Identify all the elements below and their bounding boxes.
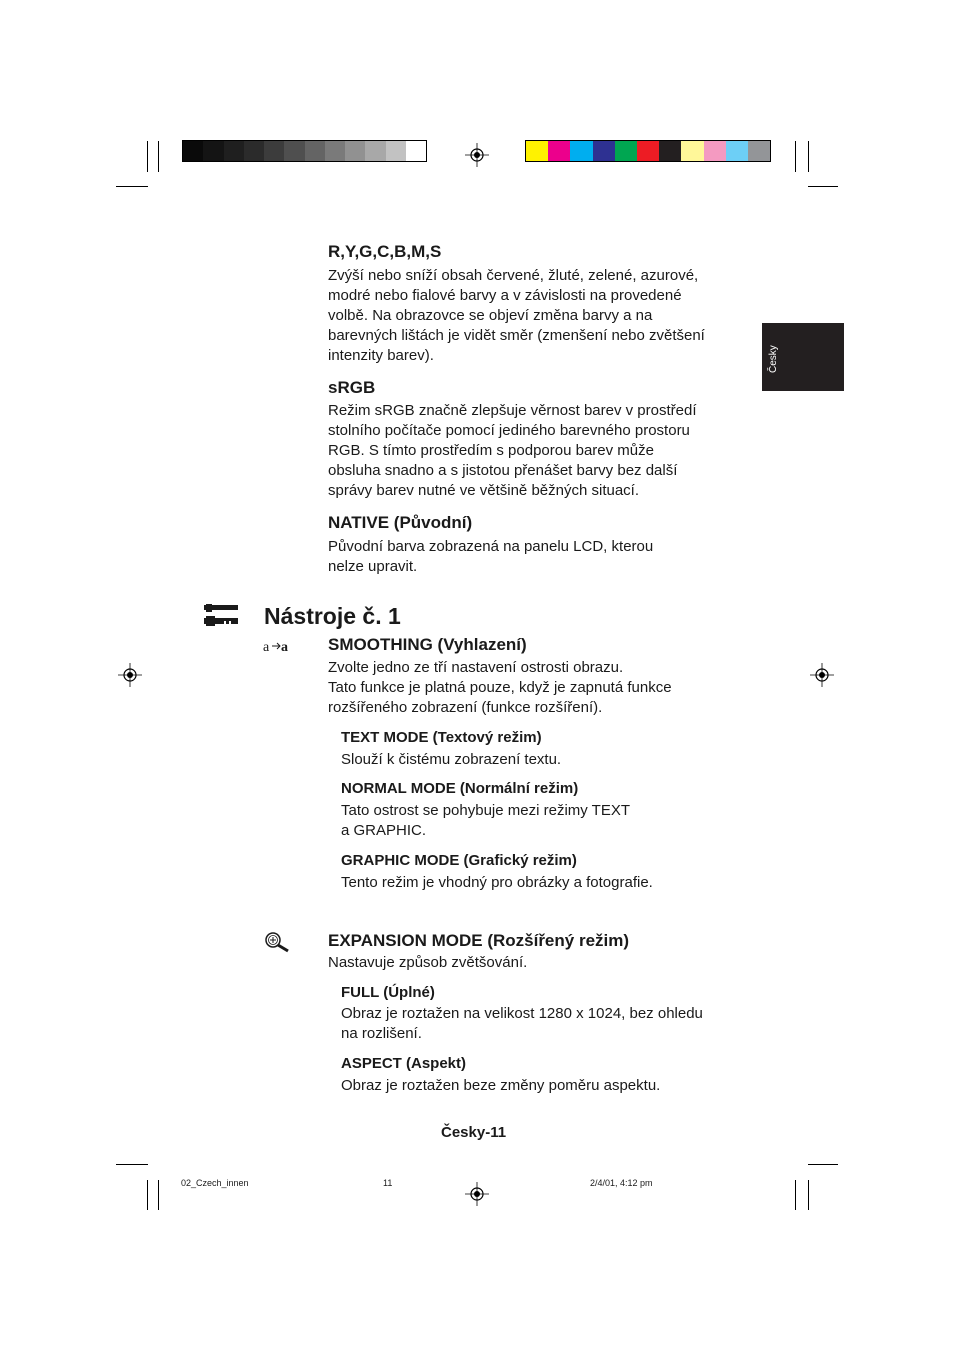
language-tab xyxy=(762,323,844,391)
color-swatch xyxy=(593,141,615,161)
crop-mark xyxy=(808,186,838,187)
text-line: Obraz je roztažen beze změny poměru aspektu. xyxy=(341,1077,661,1094)
crop-mark xyxy=(795,1180,796,1210)
text-line: a GRAPHIC. xyxy=(341,822,427,839)
text-line: RGB. S tímto prostředím s podporou barev může xyxy=(328,442,654,459)
page-number: Česky-11 xyxy=(441,1124,507,1141)
color-swatch xyxy=(548,141,570,161)
expansion-title: EXPANSION MODE (Rozšířený režim) xyxy=(328,931,630,950)
crop-mark xyxy=(158,1180,159,1210)
smoothing-title: SMOOTHING (Vyhlazení) xyxy=(328,635,527,654)
color-calibration-bar xyxy=(525,140,771,162)
text-line: Slouží k čistému zobrazení textu. xyxy=(341,751,562,768)
text-line: Tento režim je vhodný pro obrázky a fotografie. xyxy=(341,874,653,891)
crop-mark xyxy=(158,141,159,172)
text-line: na rozlišení. xyxy=(341,1025,422,1042)
color-swatch xyxy=(681,141,703,161)
text-line: správy barev nutné ve většině běžných situací. xyxy=(328,482,640,499)
mode-body-normal xyxy=(341,801,630,841)
registration-mark-icon xyxy=(465,143,489,167)
section-body-rygcbms xyxy=(328,266,758,366)
footer-date: 2/4/01, 4:12 pm xyxy=(590,1178,653,1188)
section-body-native xyxy=(328,537,758,577)
section-title-native: NATIVE (Původní) xyxy=(328,513,473,532)
crop-mark xyxy=(116,1164,148,1165)
text-line: Režim sRGB značně zlepšuje věrnost barev v prostředí xyxy=(328,402,697,419)
text-line: nelze upravit. xyxy=(328,558,418,575)
crop-mark xyxy=(147,141,148,172)
svg-text:a: a xyxy=(263,640,270,653)
crop-mark xyxy=(795,141,796,172)
gray-swatch xyxy=(183,141,203,161)
text-line: rozšířeného zobrazení (funkce rozšíření). xyxy=(328,699,603,716)
tools-heading: Nástroje č. 1 xyxy=(264,603,401,629)
color-swatch xyxy=(659,141,681,161)
magnifier-icon xyxy=(264,931,290,953)
color-swatch xyxy=(704,141,726,161)
mode-body-aspect xyxy=(341,1076,660,1096)
text-line: Tato funkce je platná pouze, když je zapnutá funkce xyxy=(328,679,672,696)
color-swatch xyxy=(726,141,748,161)
gray-swatch xyxy=(325,141,345,161)
mode-title-graphic: GRAPHIC MODE (Grafický režim) xyxy=(341,852,577,869)
color-swatch xyxy=(570,141,592,161)
section-title-rygcbms: R,Y,G,C,B,M,S xyxy=(328,242,442,261)
text-line: Zvýší nebo sníží obsah červené, žluté, zelené, azurové, xyxy=(328,267,699,284)
gray-swatch xyxy=(386,141,406,161)
mode-body-graphic xyxy=(341,873,653,893)
mode-title-full: FULL (Úplné) xyxy=(341,984,435,1001)
smoothing-icon xyxy=(263,637,291,653)
gray-swatch xyxy=(305,141,325,161)
gray-swatch xyxy=(244,141,264,161)
footer-page: 11 xyxy=(383,1178,393,1188)
gray-swatch xyxy=(345,141,365,161)
text-line: Zvolte jedno ze tří nastavení ostrosti obrazu. xyxy=(328,659,624,676)
gray-swatch xyxy=(406,141,426,161)
footer-filename: 02_Czech_innen xyxy=(181,1178,249,1188)
mode-title-normal: NORMAL MODE (Normální režim) xyxy=(341,780,579,797)
gray-swatch xyxy=(365,141,385,161)
text-line: obsluha snadno a s jistotou přenášet barvy bez další xyxy=(328,462,678,479)
mode-body-full xyxy=(341,1004,761,1044)
text-line: barevných lištách je vidět směr (zmenšení nebo zvětšení xyxy=(328,327,705,344)
mode-body-text xyxy=(341,750,561,770)
registration-mark-icon xyxy=(118,663,142,687)
tools-icon xyxy=(204,604,238,628)
gray-swatch xyxy=(284,141,304,161)
text-line: Tato ostrost se pohybuje mezi režimy TEXT xyxy=(341,802,630,819)
language-tab-label: Česky xyxy=(768,345,779,373)
section-title-srgb: sRGB xyxy=(328,378,376,397)
gray-swatch xyxy=(264,141,284,161)
color-swatch xyxy=(526,141,548,161)
color-swatch xyxy=(615,141,637,161)
mode-title-text: TEXT MODE (Textový režim) xyxy=(341,729,542,746)
color-swatch xyxy=(637,141,659,161)
crop-mark xyxy=(808,1180,809,1210)
text-line: Původní barva zobrazená na panelu LCD, kterou xyxy=(328,538,654,555)
grayscale-calibration-bar xyxy=(182,140,427,162)
registration-mark-icon xyxy=(810,663,834,687)
crop-mark xyxy=(808,1164,838,1165)
smoothing-body xyxy=(328,658,758,718)
section-body-srgb xyxy=(328,401,758,501)
mode-title-aspect: ASPECT (Aspekt) xyxy=(341,1055,467,1072)
text-line: intenzity barev). xyxy=(328,347,434,364)
text-line: modré nebo fialové barvy a v závislosti na provedené xyxy=(328,287,682,304)
color-swatch xyxy=(748,141,770,161)
registration-mark-icon xyxy=(465,1182,489,1206)
crop-mark xyxy=(147,1180,148,1210)
text-line: Nastavuje způsob zvětšování. xyxy=(328,954,528,971)
crop-mark xyxy=(116,186,148,187)
expansion-body xyxy=(328,953,758,973)
svg-text:a: a xyxy=(281,640,288,653)
text-line: volbě. Na obrazovce se objeví změna barvy a na xyxy=(328,307,653,324)
crop-mark xyxy=(808,141,809,172)
text-line: stolního počítače pomocí jediného barevného prostoru xyxy=(328,422,690,439)
gray-swatch xyxy=(224,141,244,161)
text-line: Obraz je roztažen na velikost 1280 x 1024, bez ohledu xyxy=(341,1005,703,1022)
gray-swatch xyxy=(203,141,223,161)
